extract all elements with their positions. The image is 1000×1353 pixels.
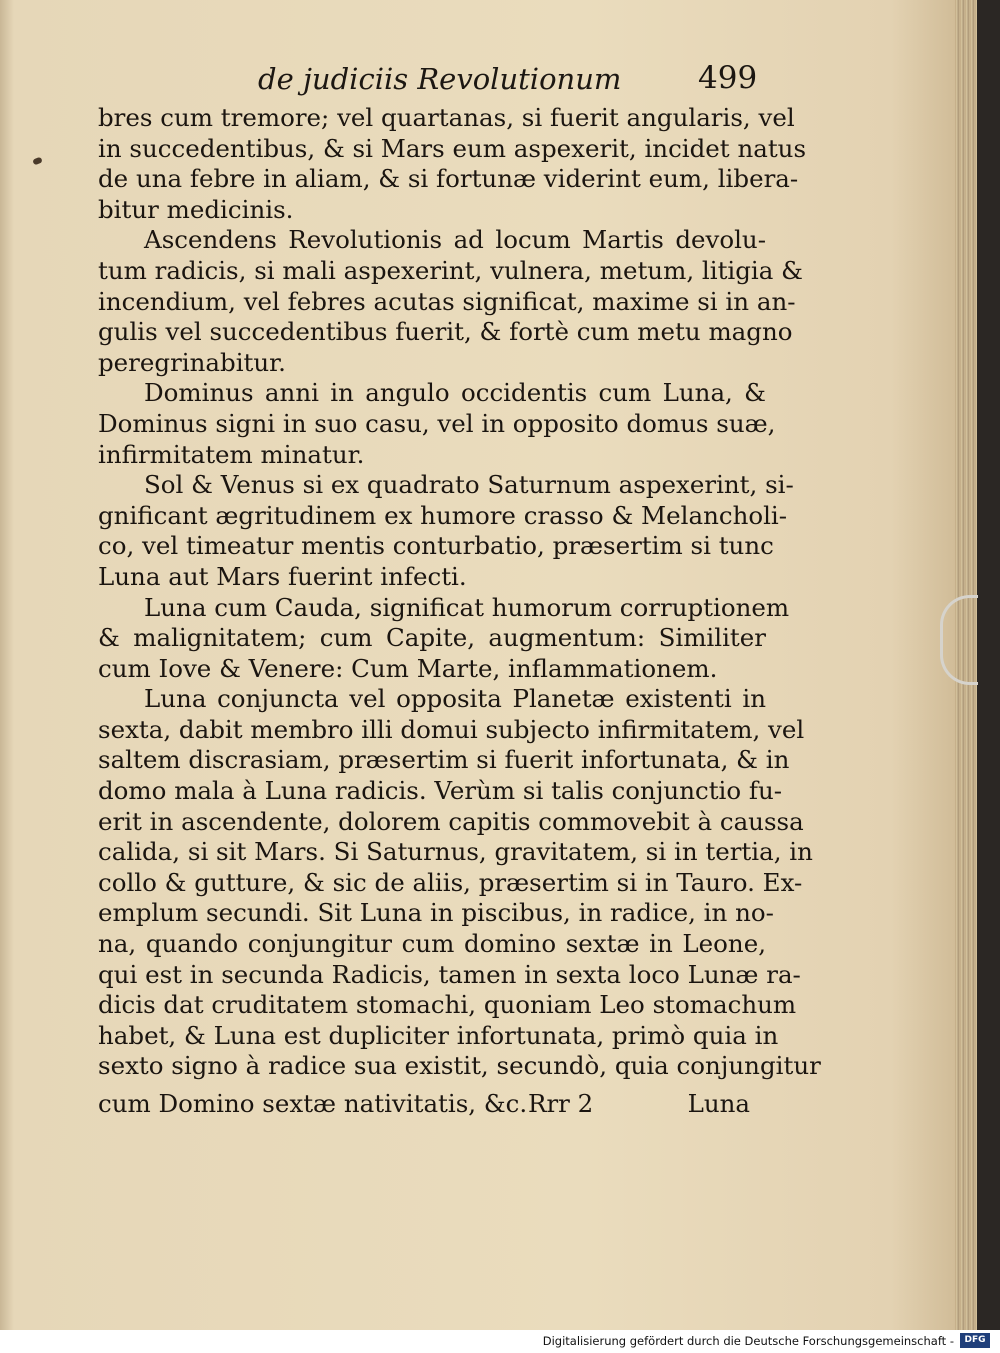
text-line: Luna conjuncta vel opposita Planetæ existenti in bbox=[144, 684, 766, 714]
dfg-logo: DFG bbox=[960, 1333, 990, 1348]
text-line: cum Iove & Venere: Cum Marte, inflammationem. bbox=[98, 653, 718, 683]
text-line: in succedentibus, & si Mars eum aspexerit, incidet natus bbox=[98, 133, 807, 163]
text-line: co, vel timeatur mentis conturbatio, præsertim si tunc bbox=[98, 531, 774, 561]
signature-mark: Rrr 2 bbox=[528, 1089, 594, 1118]
text-line: gnificant ægritudinem ex humore crasso & Melancholi- bbox=[98, 500, 788, 530]
text-line: gulis vel succedentibus fuerit, & fortè cum metu magno bbox=[98, 317, 793, 347]
text-line: Ascendens Revolutionis ad locum Martis devolu- bbox=[144, 225, 766, 255]
running-head: de judiciis Revolutionum bbox=[258, 62, 622, 96]
funding-credit: Digitalisierung gefördert durch die Deutsche Forschungsgemeinschaft - bbox=[542, 1334, 954, 1348]
text-line: Luna cum Cauda, significat humorum corruptionem bbox=[144, 592, 790, 622]
text-line: Sol & Venus si ex quadrato Saturnum aspexerint, si- bbox=[144, 470, 794, 500]
text-line: erit in ascendente, dolorem capitis commovebit à caussa bbox=[98, 806, 804, 836]
text-line: & malignitatem; cum Capite, augmentum: Similiter bbox=[98, 623, 766, 653]
text-line: domo mala à Luna radicis. Verùm si talis conjunctio fu- bbox=[98, 776, 783, 806]
text-line: dicis dat cruditatem stomachi, quoniam Leo stomachum bbox=[98, 990, 797, 1020]
text-line: habet, & Luna est dupliciter infortunata, primò quia in bbox=[98, 1020, 779, 1050]
text-line: bres cum tremore; vel quartanas, si fuerit angularis, vel bbox=[98, 103, 795, 132]
text-line: Dominus anni in angulo occidentis cum Luna, & bbox=[144, 378, 766, 408]
page-clip bbox=[940, 595, 978, 685]
text-line: emplum secundi. Sit Luna in piscibus, in radice, in no- bbox=[98, 898, 774, 928]
text-line: de una febre in aliam, & si fortunæ viderint eum, libera- bbox=[98, 164, 799, 194]
page-number: 499 bbox=[698, 60, 758, 96]
text-line: saltem discrasiam, præsertim si fuerit infortunata, & in bbox=[98, 745, 790, 775]
text-line: peregrinabitur. bbox=[98, 347, 286, 377]
margin-ink-mark bbox=[32, 157, 43, 166]
text-line: collo & gutture, & sic de aliis, præsertim si in Tauro. Ex- bbox=[98, 867, 803, 897]
body-text bbox=[98, 103, 821, 1082]
text-line: na, quando conjungitur cum domino sextæ in Leone, bbox=[98, 929, 766, 959]
text-line: bitur medicinis. bbox=[98, 194, 294, 224]
page-header bbox=[100, 62, 765, 106]
text-line: sexto signo à radice sua existit, secundò, quia conjungitur bbox=[98, 1051, 821, 1081]
last-text-line bbox=[98, 1089, 766, 1121]
text-line: tum radicis, si mali aspexerint, vulnera, metum, litigia & bbox=[98, 255, 803, 285]
digitization-credit-bar bbox=[0, 1330, 1000, 1353]
text-line: infirmitatem minatur. bbox=[98, 439, 365, 469]
final-line-text: cum Domino sextæ nativitatis, &c. bbox=[98, 1089, 528, 1118]
text-line: calida, si sit Mars. Si Saturnus, gravitatem, si in tertia, in bbox=[98, 837, 813, 867]
text-line: Luna aut Mars fuerint infecti. bbox=[98, 561, 467, 591]
text-line: incendium, vel febres acutas significat, maxime si in an- bbox=[98, 286, 796, 316]
text-line: Dominus signi in suo casu, vel in opposito domus suæ, bbox=[98, 408, 776, 438]
catchword: Luna bbox=[687, 1089, 750, 1118]
text-line: sexta, dabit membro illi domui subjecto infirmitatem, vel bbox=[98, 714, 805, 744]
text-line: qui est in secunda Radicis, tamen in sexta loco Lunæ ra- bbox=[98, 959, 801, 989]
